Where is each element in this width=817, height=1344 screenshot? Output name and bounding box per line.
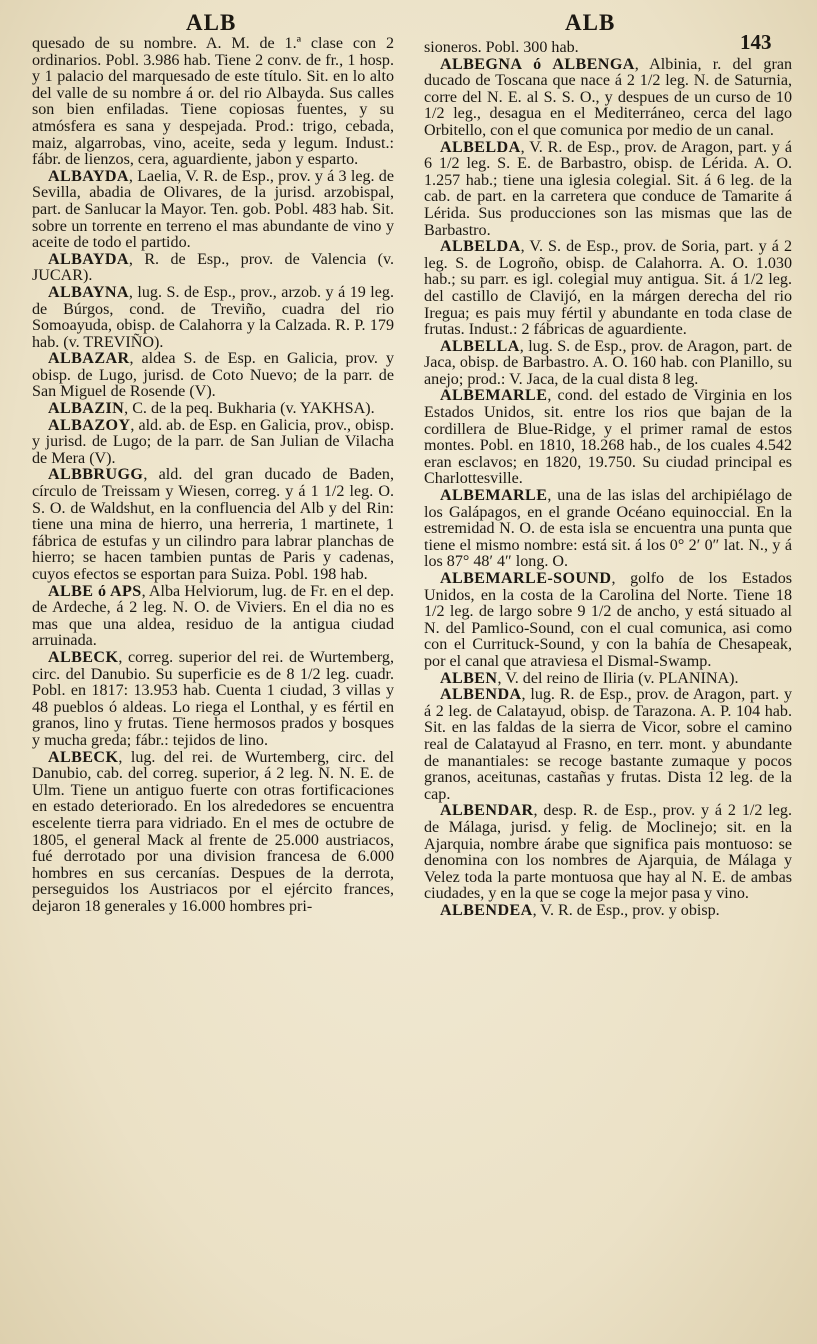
entry-headword: ALBAYNA [48,283,129,301]
dictionary-entry [424,388,792,488]
entry-headword: ALBEMARLE [440,387,548,405]
entry-text: , cond. del estado de Virginia en los Estados Unidos, sit. entre los rios que bajan de la cordillera de Blue-Ridge, y el primer ramal de estos montes. Pobl. en 1810, 18.268 hab., de los cuales 4.542 eran esclavos; en 1820, 19.750. Su ciudad principal es Charlottesville. [424,387,792,488]
dictionary-entry [424,687,792,803]
entry-text: , Albinia, r. del gran ducado de Toscana que nace á 2 1/2 leg. N. de Saturnia, corre del N. E. al S. S. O., y despues de un curso de 10 1/2 leg., desagua en el Mediterráneo, cerca del lago Orbitello, con el que comunica por medio de un canal. [424,55,793,139]
dictionary-entry [424,40,792,57]
dictionary-entry [32,401,394,418]
entry-text: , C. de la peq. Bukharia (v. YAKHSA). [124,400,375,418]
dictionary-entry [32,285,394,351]
entry-text: , R. de Esp., prov. de Valencia (v. JUCAR). [32,250,394,285]
entry-text: , una de las islas del archipiélago de los Galápagos, en el grande Océano equinoccial. En la estremidad N. O. de esta isla se encuentra una punta que tiene el mismo nombre: está sit. á los 0° 2′ 0″ lat. N., y á los 87° 48′ 4″ long. O. [424,487,792,571]
entry-text: , golfo de los Estados Unidos, en la costa de la Carolina del Norte. Tiene 18 1/2 leg. de largo sobre 9 1/2 de ancho, y está situado al N. del Pamlico-Sound, con el cual comunica, asi como con el Currituck-Sound, y con la bahía de Chesapeak, por el canal que atraviesa el Dismal-Swamp. [424,570,792,670]
left-column [32,36,394,915]
entry-headword: ALBAYDA [48,250,129,268]
entry-text: , V. R. de Esp., prov. y obisp. [532,901,720,919]
dictionary-entry [32,750,394,916]
dictionary-entry [424,803,792,903]
dictionary-entry [32,351,394,401]
entry-headword: ALBAYDA [48,167,129,185]
dictionary-entry [32,252,394,285]
entry-headword: ALBENDA [440,686,522,704]
entry-headword: ALBENDAR [440,802,534,820]
entry-headword: ALBELDA [440,138,521,156]
dictionary-entry [424,140,792,240]
dictionary-entry [424,571,792,671]
dictionary-entry [424,239,792,339]
dictionary-entry [424,57,792,140]
entry-headword: ALBENDEA [440,901,533,919]
entry-text: , V. del reino de Iliria (v. PLANINA). [497,669,739,687]
dictionary-entry [32,467,394,583]
entry-text: , aldea S. de Esp. en Galicia, prov. y obisp. de Lugo, jurisd. de Coto Nuevo; de la parr. de San Miguel de Rosende (V). [32,350,394,401]
entry-text: , desp. R. de Esp., prov. y á 2 1/2 leg. de Málaga, jurisd. y felig. de Moclinejo; sit. en la Ajarquia, nombre árabe que significa pais montuoso: se denomina con los nombres de Ajarquia, de Málaga y Velez toda la parte montuosa que hay al N. E. de ambas ciudades, y en la que se coge la mejor pasa y vino. [424,802,792,903]
dictionary-entry [32,650,394,750]
entry-headword: ALBELDA [440,238,521,256]
entry-headword: ALBAZIN [48,400,125,418]
entry-text: , V. R. de Esp., prov. de Aragon, part. y á 6 1/2 leg. S. E. de Barbastro, obisp. de Lérida. A. O. 1.257 hab.; tiene una iglesia colegial. Sit. á 6 leg. de la cab. de part. en la carretera que conduce de Tamarite á Lérida. Sus producciones son las mismas que las de Barbastro. [424,138,792,239]
page-number: 143 [740,30,772,54]
entry-text: , lug. del rei. de Wurtemberg, circ. del Danubio, cab. del correg. superior, á 2 leg. N. N. E. de Ulm. Tiene un antiguo fuerte con otras fortificaciones en estado deteriorado. En los alrededores se encuentra escelente tierra para vidriado. En el mes de octubre de 1805, el general Mack al frente de 25.000 austriacos, fué derrotado por una division francesa de 6.000 hombres en sus cercanías. Despues de la derrota, perseguidos los Austriacos por el ejército frances, dejaron 18 generales y 16.000 hombres pri- [32,748,394,915]
dictionary-entry [32,418,394,468]
entry-headword: ALBAZOY [48,416,131,434]
entry-headword: ALBEMARLE [440,487,548,505]
entry-text: , Alba Helviorum, lug. de Fr. en el dep. de Ardeche, á 2 leg. N. O. de Viviers. En el dia no es mas que una aldea, residuo de la antigua ciudad arruinada. [32,582,394,650]
dictionary-entry [424,903,792,920]
entry-headword: ALBAZAR [48,350,130,368]
dictionary-entry [32,584,394,650]
entry-headword: ALBELLA [440,337,520,355]
dictionary-entry [32,36,394,169]
entry-headword: ALBECK [48,648,119,666]
entry-text: , lug. R. de Esp., prov. de Aragon, part. y á 2 leg. de Calatayud, obisp. de Tarazona. A. P. 104 hab. Sit. en las faldas de la sierra de Vicor, sobre el camino real de Calatayud al Frasno, en terr. mont. y abundante de manantiales: se recoge bastante zumaque y pocos granos, aceitunas, castañas y frutas. Dista 12 leg. de la cap. [424,686,792,803]
running-header-right: ALB [565,10,616,35]
entry-headword: ALBEMARLE-SOUND [440,570,612,587]
entry-text: , lug. S. de Esp., prov. de Aragon, part. de Jaca, obisp. de Barbastro. A. O. 160 hab. con Planillo, su anejo; prod.: V. Jaca, de la cual dista 8 leg. [424,337,792,388]
entry-text: sioneros. Pobl. 300 hab. [424,39,579,56]
entry-headword: ALBBRUGG [48,466,144,484]
right-column [424,40,792,919]
entry-text: , Laelia, V. R. de Esp., prov. y á 3 leg. de Sevilla, abadia de Olivares, de la jurisd. arzobispal, part. de Sanlucar la Mayor. Ten. gob. Pobl. 483 hab. Sit. sobre un torrente en terreno el mas abundante de vino y aceite de todo el partido. [32,167,394,252]
entry-headword: ALBEGNA ó ALBENGA [440,55,635,73]
entry-headword: ALBE ó APS [48,582,142,600]
entry-text: , correg. superior del rei. de Wurtemberg, circ. del Danubio. Su superficie es de 8 1/2 leg. cuadr. Pobl. en 1817: 13.953 hab. Cuenta 1 ciudad, 3 villas y 48 pueblos ó aldeas. Lo riega el Lonthal, y es fértil en granos, lino y frutas. Tiene hermosos prados y bosques y mucha greda; fábr.: tejidos de lino. [32,648,394,749]
entry-text: quesado de su nombre. A. M. de 1.ª clase con 2 ordinarios. Pobl. 3.986 hab. Tiene 2 conv. de fr., 1 hosp. y 1 palacio del marquesado de este título. Sit. en lo alto del valle de su nombre á or. del rio Albayda. Sus calles son bien enfiladas. Tiene copiosas fuentes, y su atmósfera es sana y despejada. Prod.: trigo, cebada, maiz, algarrobas, vino, aceite, seda y legum. Indust.: fábr. de lienzos, cera, aguardiente, jabon y esparto. [32,35,394,169]
dictionary-entry [424,339,792,389]
entry-text: , V. S. de Esp., prov. de Soria, part. y á 2 leg. S. de Logroño, obisp. de Calahorra. A. O. 1.030 hab.; su parr. es igl. colegial muy antigua. Sit. á 1/2 leg. del castillo de Clavijó, en la márgen derecha del rio Iregua; es pais muy fértil y abundante en toda clase de frutas. Indust.: 2 fábricas de aguardiente. [424,238,792,339]
entry-text: , ald. ab. de Esp. en Galicia, prov., obisp. y jurisd. de Lugo; de la parr. de San Julian de Vilacha de Mera (V). [32,416,394,467]
running-header-left: ALB [186,10,237,35]
entry-headword: ALBECK [48,748,119,766]
dictionary-entry [32,169,394,252]
entry-headword: ALBEN [440,669,498,687]
entry-text: , ald. del gran ducado de Baden, círculo de Treissam y Wiesen, correg. y á 1 1/2 leg. O. S. O. de Waldshut, en la confluencia del Alb y del Rin: tiene una mina de hierro, una herreria, 1 martinete, 1 fábrica de estufas y un cilindro para labrar planchas de hierro; se hacen tambien puntas de Paris y cadenas, cuyos efectos se esportan para Suiza. Pobl. 198 hab. [32,466,394,583]
dictionary-entry [424,488,792,571]
entry-text: , lug. S. de Esp., prov., arzob. y á 19 leg. de Búrgos, cond. de Treviño, cuadra del rio Somoayuda, obisp. de Calahorra y la Calzada. R. P. 179 hab. (v. TREVIÑO). [32,283,394,351]
dictionary-entry [424,671,792,688]
